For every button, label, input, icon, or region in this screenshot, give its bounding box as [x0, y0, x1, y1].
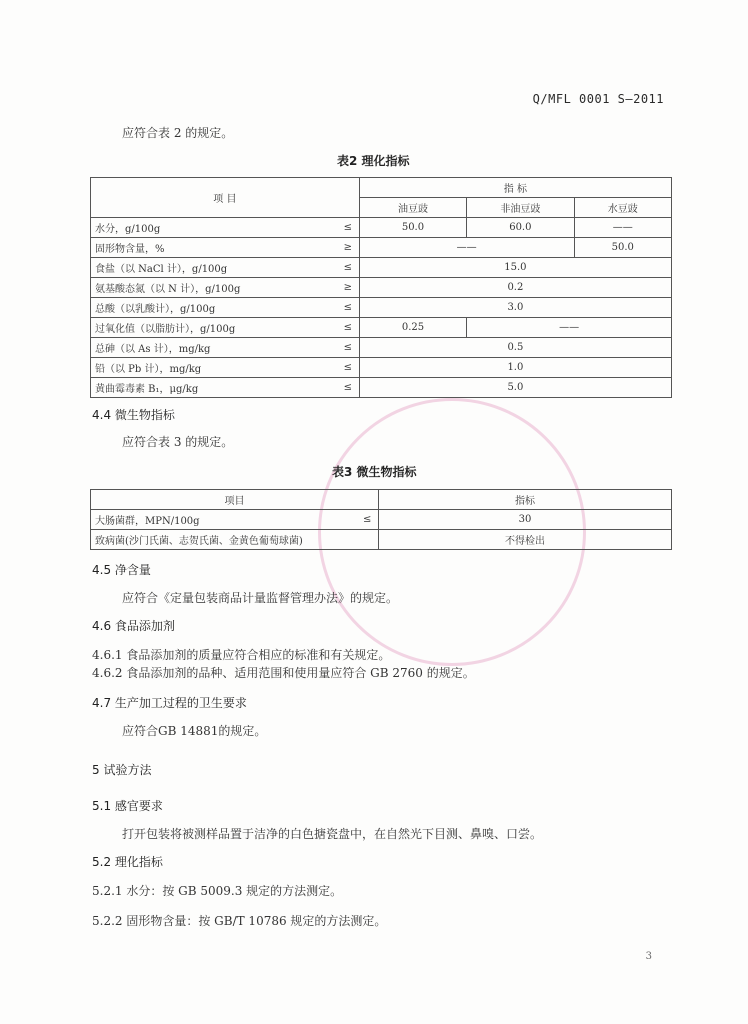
section-4-7-text: 应符合GB 14881的规定。 — [122, 724, 267, 738]
row-symbol: ≤ — [337, 378, 359, 398]
row-value: 3.0 — [359, 298, 671, 318]
table3-microbial — [90, 489, 672, 550]
row-value: 不得检出 — [379, 530, 672, 550]
section-4-5-heading: 4.5 净含量 — [92, 563, 151, 577]
row-item: 水分，g/100g — [91, 218, 337, 238]
table-row — [91, 278, 672, 298]
row-item: 黄曲霉毒素 B₁，μg/kg — [91, 378, 337, 398]
table3-header-index: 指标 — [379, 490, 672, 510]
row-item: 铅（以 Pb 计），mg/kg — [91, 358, 337, 378]
section-4-6-heading: 4.6 食品添加剂 — [92, 619, 175, 633]
section-5-1-heading: 5.1 感官要求 — [92, 799, 163, 813]
row-symbol: ≤ — [337, 218, 359, 238]
row-value: 30 — [379, 510, 672, 530]
row-item: 致病菌(沙门氏菌、志贺氏菌、金黄色葡萄球菌) — [91, 530, 357, 550]
row-item: 固形物含量，% — [91, 238, 337, 258]
row-value: 50.0 — [574, 238, 671, 258]
row-symbol: ≤ — [337, 258, 359, 278]
row-symbol: ≥ — [337, 278, 359, 298]
table2-header-index: 指 标 — [359, 178, 671, 198]
table2-caption: 表2 理化指标 — [337, 154, 410, 168]
section-5-1-text: 打开包装将被测样品置于洁净的白色搪瓷盘中，在自然光下目测、鼻嗅、口尝。 — [122, 827, 543, 841]
section-4-4-text: 应符合表 3 的规定。 — [122, 435, 234, 449]
section-5-2-1-text: 5.2.1 水分：按 GB 5009.3 规定的方法测定。 — [92, 884, 343, 898]
row-value: 15.0 — [359, 258, 671, 278]
row-value: 0.5 — [359, 338, 671, 358]
table3-header-item: 项目 — [91, 490, 379, 510]
table-row — [91, 378, 672, 398]
table2-header-item: 项 目 — [91, 178, 360, 218]
row-value: 1.0 — [359, 358, 671, 378]
table-row — [91, 358, 672, 378]
table2-subheader: 非油豆豉 — [467, 198, 574, 218]
row-item: 过氧化值（以脂肪计），g/100g — [91, 318, 337, 338]
section-4-5-text: 应符合《定量包装商品计量监督管理办法》的规定。 — [122, 591, 399, 605]
standard-code: Q/MFL 0001 S—2011 — [532, 92, 664, 106]
intro-text: 应符合表 2 的规定。 — [122, 126, 234, 140]
table-row — [91, 530, 672, 550]
row-symbol — [356, 530, 378, 550]
table-row — [91, 338, 672, 358]
row-symbol: ≥ — [337, 238, 359, 258]
row-value: —— — [574, 218, 671, 238]
section-4-6-2-text: 4.6.2 食品添加剂的品种、适用范围和使用量应符合 GB 2760 的规定。 — [92, 666, 475, 680]
table2-subheader: 水豆豉 — [574, 198, 671, 218]
table-row — [91, 258, 672, 278]
row-symbol: ≤ — [337, 338, 359, 358]
row-value: —— — [467, 318, 672, 338]
row-value: 0.2 — [359, 278, 671, 298]
row-symbol: ≤ — [337, 358, 359, 378]
row-item: 大肠菌群，MPN/100g — [91, 510, 357, 530]
row-value: 5.0 — [359, 378, 671, 398]
row-item: 总砷（以 As 计），mg/kg — [91, 338, 337, 358]
row-symbol: ≤ — [356, 510, 378, 530]
table3-caption: 表3 微生物指标 — [332, 465, 417, 479]
row-item: 总酸（以乳酸计），g/100g — [91, 298, 337, 318]
row-symbol: ≤ — [337, 298, 359, 318]
row-value: 60.0 — [467, 218, 574, 238]
table-row — [91, 298, 672, 318]
table-row — [91, 510, 672, 530]
section-5-2-2-text: 5.2.2 固形物含量：按 GB/T 10786 规定的方法测定。 — [92, 914, 387, 928]
table-row — [91, 318, 672, 338]
table-row — [91, 238, 672, 258]
page-number: 3 — [645, 951, 652, 962]
table2-physicochemical — [90, 177, 672, 398]
row-value: —— — [359, 238, 574, 258]
row-symbol: ≤ — [337, 318, 359, 338]
section-5-2-heading: 5.2 理化指标 — [92, 855, 163, 869]
section-5-heading: 5 试验方法 — [92, 763, 152, 777]
row-value: 0.25 — [359, 318, 466, 338]
table-row — [91, 218, 672, 238]
row-item: 氨基酸态氮（以 N 计），g/100g — [91, 278, 337, 298]
section-4-7-heading: 4.7 生产加工过程的卫生要求 — [92, 696, 247, 710]
section-4-4-heading: 4.4 微生物指标 — [92, 408, 175, 422]
row-value: 50.0 — [359, 218, 466, 238]
section-4-6-1-text: 4.6.1 食品添加剂的质量应符合相应的标准和有关规定。 — [92, 648, 391, 662]
row-item: 食盐（以 NaCl 计），g/100g — [91, 258, 337, 278]
table2-subheader: 油豆豉 — [359, 198, 466, 218]
